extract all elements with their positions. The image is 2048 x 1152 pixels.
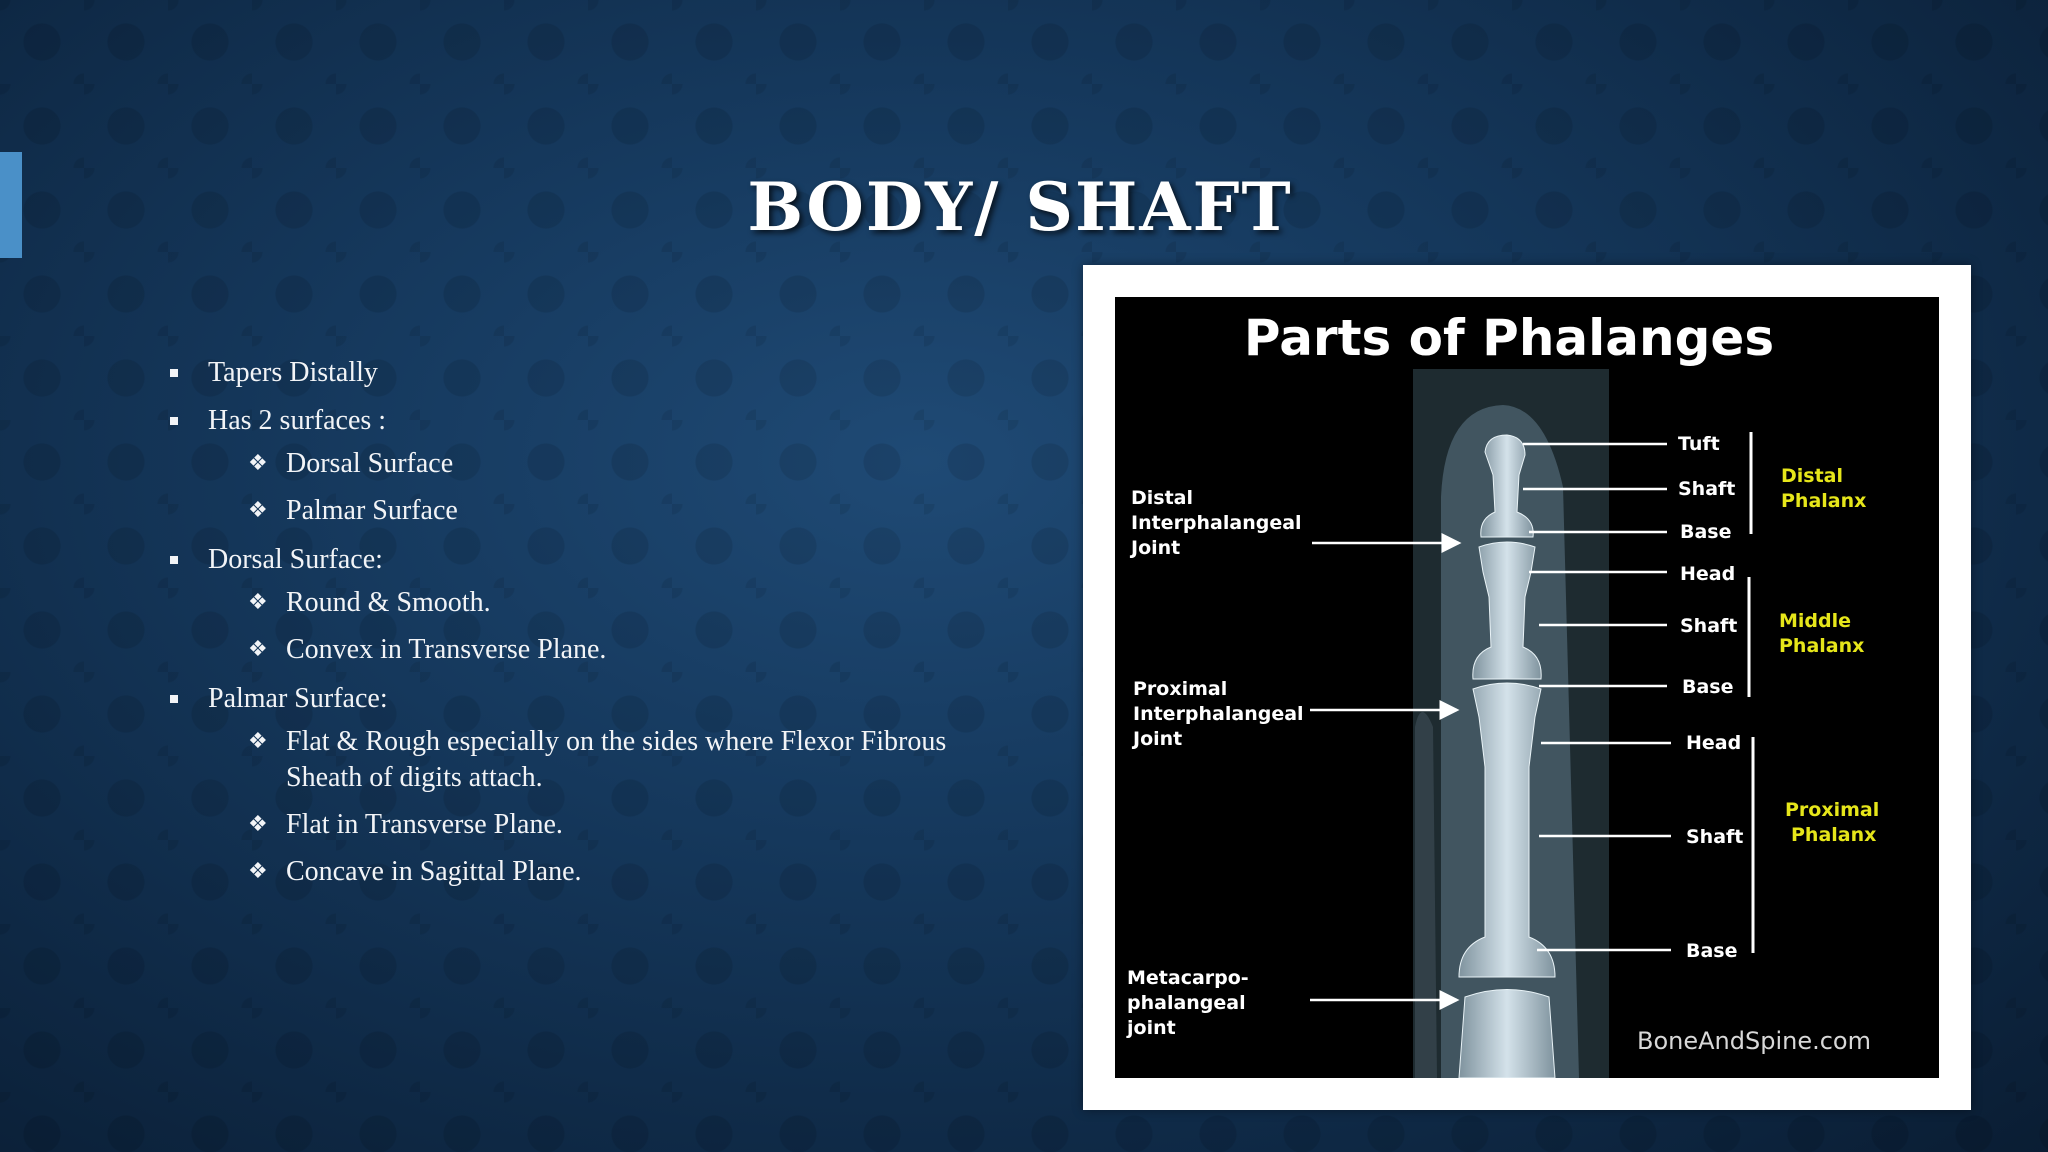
dip-label-1: Distal <box>1131 487 1194 509</box>
middle-group-label-2: Phalanx <box>1779 635 1865 657</box>
proximal-shaft-label: Shaft <box>1686 826 1744 848</box>
distal-group-label-2: Phalanx <box>1781 490 1867 512</box>
group-labels <box>1779 465 1879 846</box>
sub-bullet-item <box>248 632 950 668</box>
sub-bullet-list <box>208 446 950 529</box>
sub-bullet-item <box>248 446 950 482</box>
group-brackets <box>1749 432 1753 953</box>
sub-bullet-text: Palmar Surface <box>286 495 458 526</box>
part-labels <box>1678 433 1743 962</box>
mcp-label-1: Metacarpo- <box>1127 967 1249 989</box>
bullet-text: Dorsal Surface: <box>208 544 383 575</box>
dip-label-3: Joint <box>1131 537 1181 559</box>
sub-bullet-item <box>248 493 950 529</box>
distal-base-label: Base <box>1680 521 1732 543</box>
sub-bullet-item <box>248 724 950 796</box>
proximal-head-label: Head <box>1686 732 1742 754</box>
middle-base-label: Base <box>1682 676 1734 698</box>
phalanges-figure <box>1115 297 1939 1078</box>
diamond-bullet-icon: ❖ <box>248 859 268 884</box>
distal-shaft-label: Shaft <box>1678 478 1736 500</box>
diamond-bullet-icon: ❖ <box>248 590 268 615</box>
diamond-bullet-icon: ❖ <box>248 729 268 754</box>
square-bullet-icon <box>170 695 178 703</box>
mcp-label-3: joint <box>1127 1017 1176 1039</box>
middle-group-label-1: Middle <box>1779 610 1852 632</box>
sub-bullet-list <box>208 724 950 890</box>
sub-bullet-text: Round & Smooth. <box>286 587 491 618</box>
pip-label-2: Interphalangeal <box>1133 703 1304 725</box>
slide-title: BODY/ SHAFT <box>747 168 1293 246</box>
sub-bullet-text: Concave in Sagittal Plane. <box>286 856 582 887</box>
diamond-bullet-icon: ❖ <box>248 637 268 662</box>
dip-label-2: Interphalangeal <box>1131 512 1302 534</box>
sub-bullet-item <box>248 585 950 621</box>
sub-bullet-text: Flat & Rough especially on the sides where Flexor Fibrous Sheath of digits attach. <box>286 726 947 793</box>
tuft-label: Tuft <box>1678 433 1720 455</box>
diamond-bullet-icon: ❖ <box>248 812 268 837</box>
square-bullet-icon <box>170 369 178 377</box>
figure-title: Parts of Phalanges <box>1243 309 1775 367</box>
proximal-group-label-1: Proximal <box>1785 799 1880 821</box>
joint-labels <box>1126 487 1304 1039</box>
sub-bullet-text: Convex in Transverse Plane. <box>286 634 607 665</box>
sub-bullet-item <box>248 854 950 890</box>
mcp-label-2: phalangeal <box>1127 992 1246 1014</box>
bullet-item <box>170 404 950 529</box>
pip-label-1: Proximal <box>1133 678 1228 700</box>
bullet-text: Has 2 surfaces : <box>208 405 387 436</box>
bullet-text: Palmar Surface: <box>208 683 388 714</box>
sub-bullet-text: Flat in Transverse Plane. <box>286 809 563 840</box>
sub-bullet-list <box>208 585 950 668</box>
diamond-bullet-icon: ❖ <box>248 451 268 476</box>
phalanges-diagram <box>1115 297 1939 1078</box>
figure-frame <box>1083 265 1971 1110</box>
bullet-item <box>170 543 950 668</box>
pip-label-3: Joint <box>1133 728 1183 750</box>
bullet-text: Tapers Distally <box>208 357 378 388</box>
distal-group-label-1: Distal <box>1781 465 1844 487</box>
sub-bullet-item <box>248 807 950 843</box>
accent-bar <box>0 152 22 258</box>
middle-shaft-label: Shaft <box>1680 615 1738 637</box>
proximal-base-label: Base <box>1686 940 1738 962</box>
square-bullet-icon <box>170 417 178 425</box>
metacarpal-bone <box>1459 990 1555 1079</box>
bullet-item <box>170 356 950 390</box>
bullet-list <box>170 356 950 904</box>
watermark: BoneAndSpine.com <box>1637 1027 1871 1055</box>
proximal-group-label-2: Phalanx <box>1791 824 1877 846</box>
square-bullet-icon <box>170 556 178 564</box>
middle-head-label: Head <box>1680 563 1736 585</box>
diamond-bullet-icon: ❖ <box>248 498 268 523</box>
bullet-item <box>170 682 950 890</box>
sub-bullet-text: Dorsal Surface <box>286 448 454 479</box>
